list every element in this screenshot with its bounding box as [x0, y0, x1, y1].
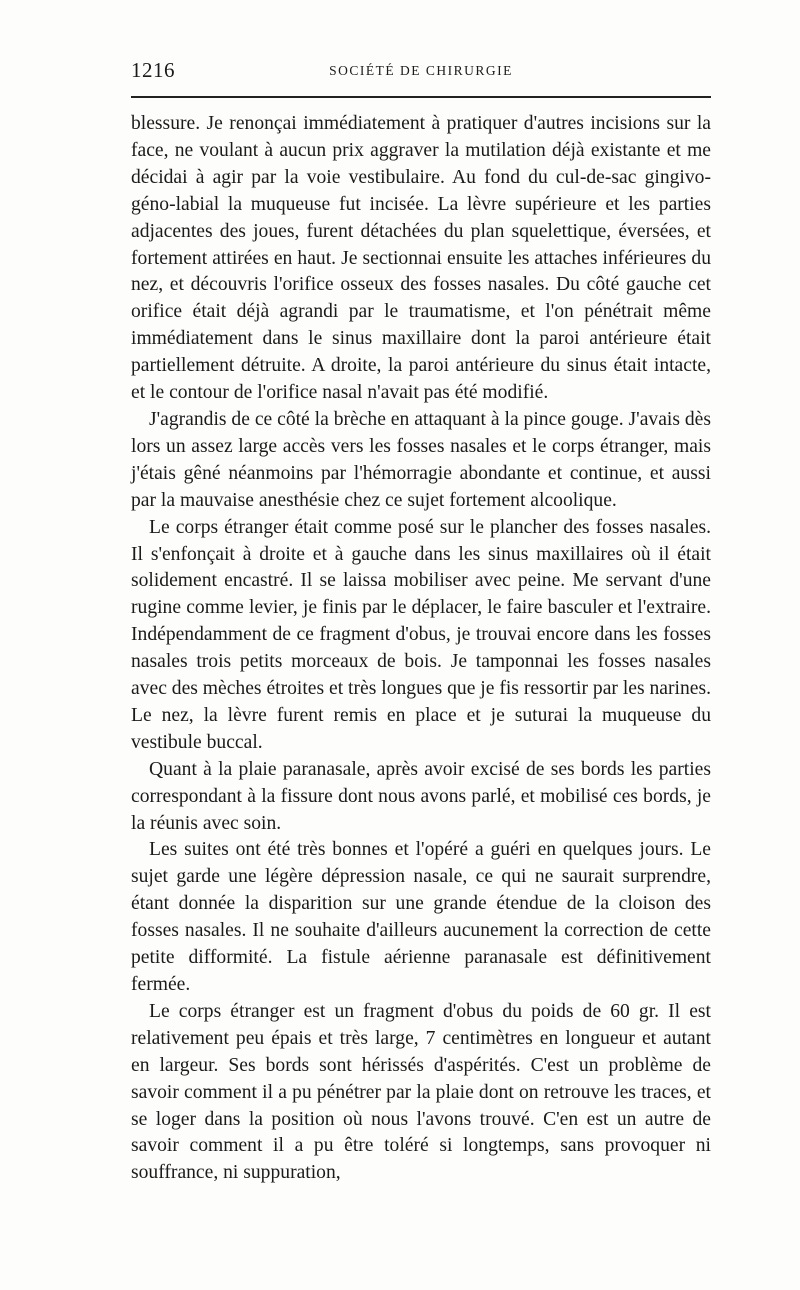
paragraph-3: Le corps étranger était comme posé sur le plancher des fosses nasales. Il s'enfonçait à droite et à gauche dans les sinus maxillaires où il était solidement encastré. Il se laissa mobiliser avec peine. Me servant d'une rugine comme levier, je finis par le déplacer, le faire basculer et l'extraire. Indépendamment de ce fragment d'obus, je trouvai encore dans les fosses nasales trois petits morceaux de bois. Je tamponnai les fosses nasales avec des mèches étroites et très longues que je fis ressortir par les narines. Le nez, la lèvre furent remis en place et je suturai la muqueuse du vestibule buccal.	[131, 516, 711, 753]
running-title: SOCIÉTÉ DE CHIRURGIE	[329, 63, 513, 78]
paragraph-1: blessure. Je renonçai immédiatement à pratiquer d'autres incisions sur la face, ne voulant à aucun prix aggraver la mutilation déjà existante et me décidai à agir par la voie vestibulaire. Au fond du cul-de-sac gingivo-géno-labial la muqueuse fut incisée. La lèvre supérieure et les parties adjacentes des joues, furent détachées du plan squelettique, éversées, et fortement attirées en haut. Je sectionnai ensuite les attaches inférieures du nez, et découvris l'orifice osseux des fosses nasales. Du côté gauche cet orifice était déjà agrandi par le traumatisme, et l'on pénétrait même immédiatement dans le sinus maxillaire dont la paroi antérieure était partiellement détruite. A droite, la paroi antérieure du sinus était intacte, et le contour de l'orifice nasal n'avait pas été modifié.	[131, 113, 711, 404]
body-text	[131, 111, 711, 1187]
paragraph-4: Quant à la plaie paranasale, après avoir excisé de ses bords les parties correspondant à la fissure dont nous avons parlé, et mobilisé ces bords, je la réunis avec soin.	[131, 758, 711, 834]
page-number: 1216	[131, 58, 175, 82]
header-rule	[131, 96, 711, 98]
paragraph-6: Le corps étranger est un fragment d'obus du poids de 60 gr. Il est relativement peu épais et très large, 7 centimètres en longueur et autant en largeur. Ses bords sont hérissés d'aspérités. C'est un problème de savoir comment il a pu pénétrer par la plaie dont on retrouve les traces, et se loger dans la position où nous l'avons trouvé. C'en est un autre de savoir comment il a pu être toléré si longtemps, sans provoquer ni souffrance, ni suppuration,	[131, 1000, 711, 1184]
paragraph-2: J'agrandis de ce côté la brèche en attaquant à la pince gouge. J'avais dès lors un assez large accès vers les fosses nasales et le corps étranger, mais j'étais gêné néanmoins par l'hémorragie abondante et continue, et aussi par la mauvaise anesthésie chez ce sujet fortement alcoolique.	[131, 408, 711, 511]
paragraph-5: Les suites ont été très bonnes et l'opéré a guéri en quelques jours. Le sujet garde une légère dépression nasale, ce qui ne saurait surprendre, étant donnée la disparition sur une grande étendue de la cloison des fosses nasales. Il ne souhaite d'ailleurs aucunement la correction de cette petite difformité. La fistule aérienne paranasale est définitivement fermée.	[131, 839, 711, 995]
page-header	[131, 58, 711, 88]
